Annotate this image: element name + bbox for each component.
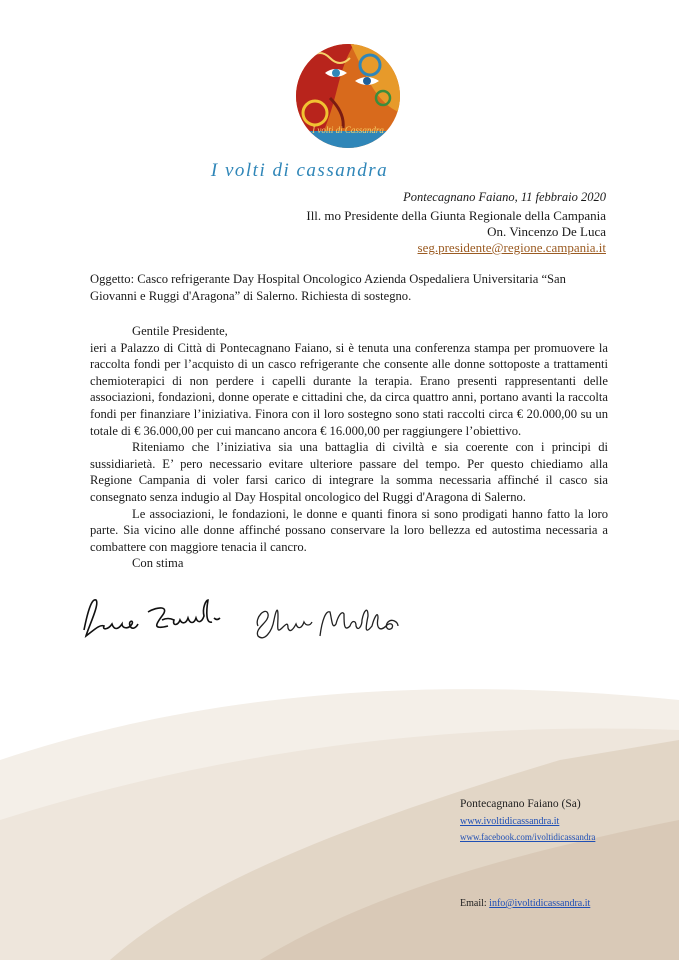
greeting: Gentile Presidente, [132,324,228,338]
subject-line: Oggetto: Casco refrigerante Day Hospital Oncologico Azienda Ospedaliera Universitaria “San Giovanni e Ruggi d'Aragona” di Salerno. Richiesta di sostegno. [90,272,566,303]
email-link[interactable]: info@ivoltidicassandra.it [489,898,591,909]
recipient-title: Ill. mo Presidente della Giunta Regionale della Campania [306,208,606,223]
facebook-link[interactable]: www.facebook.com/ivoltidicassandra [460,832,596,842]
paragraph-2: Riteniamo che l’iniziativa sia una battaglia di civiltà e sia coerente con i principi di sussidiarietà. E’ pero necessario evitare ulteriore passare del tempo. Per questo chiediamo alla Regione Campania di voler farsi carico di integrare la somma necessaria affinché il casco sia consegnato senza indugio al Day Hospital oncologico del Ruggi d'Aragona di Salerno. [90,440,608,504]
signature-lucia-zoccoli [78,590,228,642]
closing: Con stima [132,556,184,571]
website-link[interactable]: www.ivoltidicassandra.it [460,816,560,827]
brand-name: I volti di cassandra [210,160,389,181]
email-label: Email: [460,898,487,909]
letter-body [90,323,608,572]
cassandra-logo [295,43,401,149]
footer-city: Pontecagnano Faiano (Sa) [460,798,581,810]
recipient-name: On. Vincenzo De Luca [487,224,606,239]
paragraph-1: ieri a Palazzo di Città di Pontecagnano Faiano, si è tenuta una conferenza stampa per promuovere la raccolta fondi per l’acquisto di un casco refrigerante che consente alle donne sottoposte a trattamenti chemioterapici di non perdere i capelli durante la terapia. Erano presenti rappresentanti delle associazioni, fondazioni, donne operate e cittadini che, da circa quattro anni, portano avanti la raccolta fondi per finanziare l’iniziativa. Finora con il loro sostegno sono stati raccolti circa € 20.000,00 su un totale di € 36.000,00 per cui mancano ancora € 16.000,00 per raggiungere l’obiettivo. [90,340,608,438]
signature-stefano-maffeo [248,596,408,648]
date-line: Pontecagnano Faiano, 11 febbraio 2020 [403,190,606,204]
recipient-email-link[interactable]: seg.presidente@regione.campania.it [417,240,606,255]
paragraph-3: Le associazioni, le fondazioni, le donne e quanti finora si sono prodigati hanno fatto la loro parte. Sia vicino alle donne affinché possano conservare la loro bellezza ed autostima necessaria a combattere con maggiore tenacia il cancro. [90,506,608,554]
footer-email [460,898,590,909]
logo-text: I volti di Cassandra [312,125,384,135]
